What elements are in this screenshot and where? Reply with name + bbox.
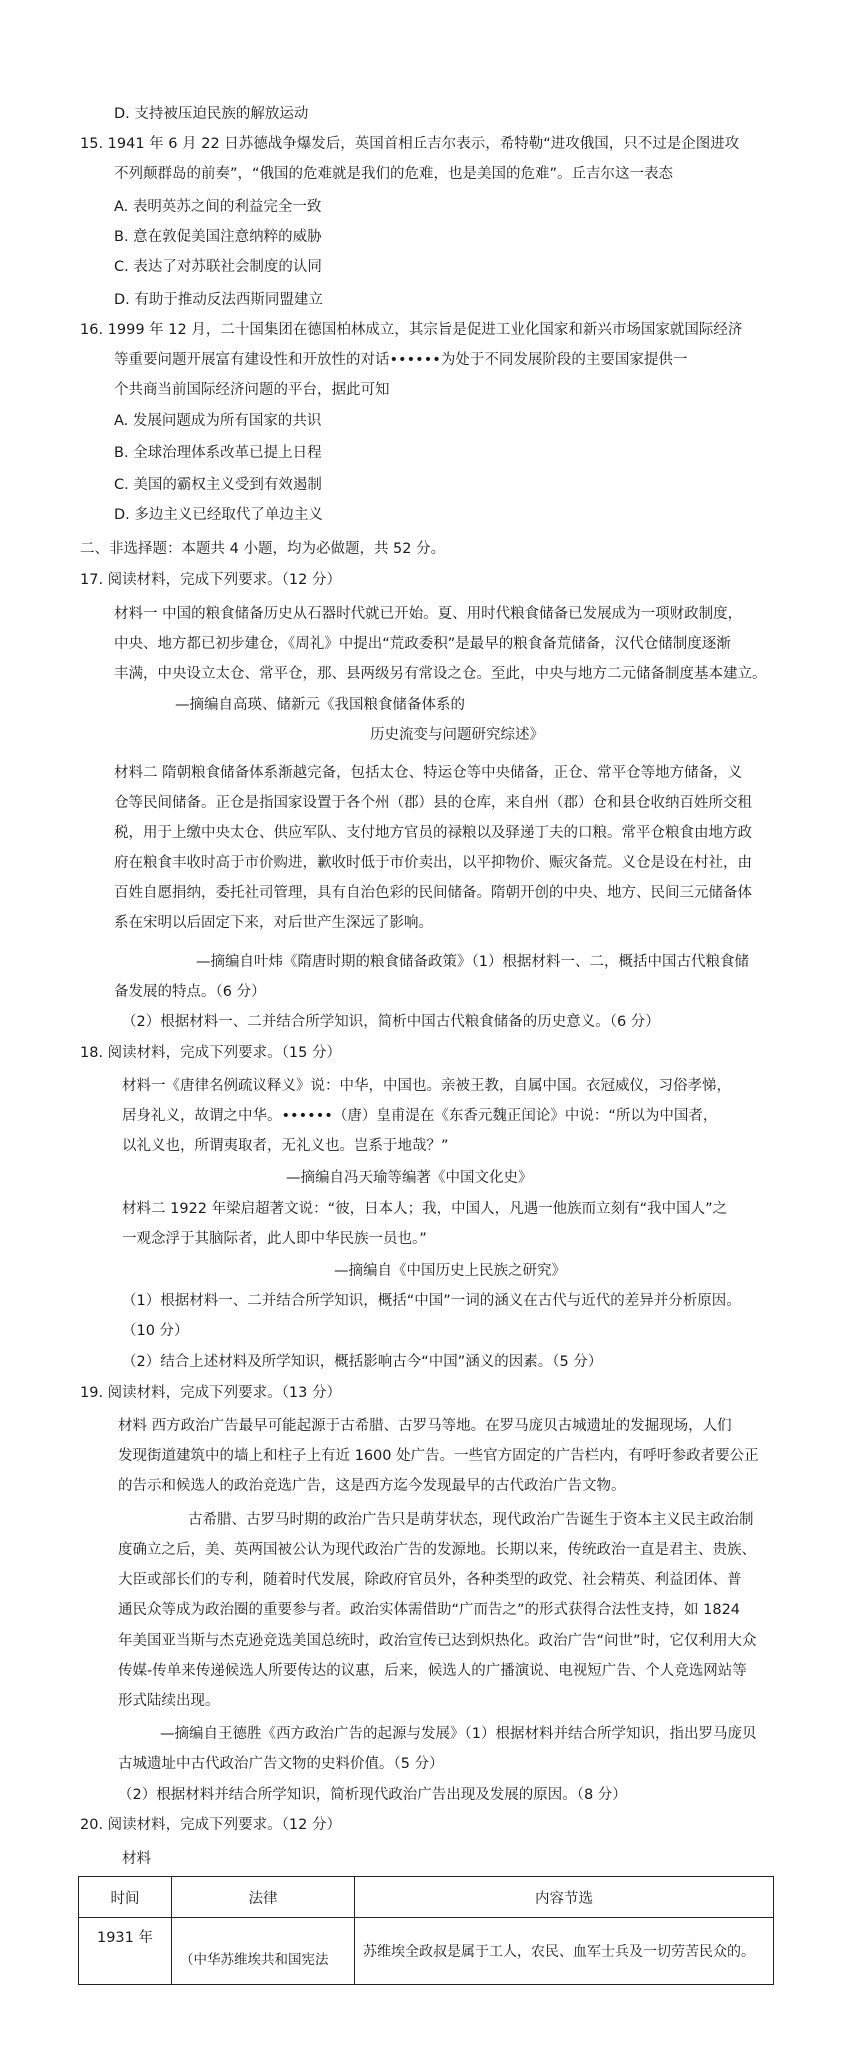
ln-52: —摘编自王德胜《西方政治广告的起源与发展》（1）根据材料并结合所学知识，指出罗马庞贝 xyxy=(160,1726,757,1742)
ln-24: 府在粮食丰收时高于市价购进，歉收时低于市价卖出，以平抑物价、赈灾备荒。义仓是设在村社，由 xyxy=(114,855,752,871)
table-header-row xyxy=(79,1877,774,1918)
ln-29: （2）根据材料一、二并结合所学知识，简析中国古代粮食储备的历史意义。（6 分） xyxy=(122,1014,660,1030)
ln-44: 的告示和候选人的政治竞选广告，这是西方迄今发现最早的古代政治广告文物。 xyxy=(118,1478,626,1494)
ln-16: 材料一 中国的粮食储备历史从石器时代就已开始。夏、用时代粮食储备已发展成为一项财政制度， xyxy=(114,606,743,622)
ln-32: 居身礼义，故谓之中华。••••••（唐）皇甫湜在《东香元魏正闰论》中说：“所以为中国者， xyxy=(122,1108,718,1124)
ln-3: A. 表明英苏之间的利益完全一致 xyxy=(114,199,322,215)
table-header-cell: 法律 xyxy=(172,1877,355,1918)
ln-19: —摘编自高瑛、储新元《我国粮食储备体系的 xyxy=(175,697,465,713)
ln-4: B. 意在敦促美国注意纳粹的威胁 xyxy=(114,229,322,245)
ln-31: 材料一《唐律名例疏议释义》说：中华，中国也。亲被王教，自属中国。衣冠威仪，习俗孝悌， xyxy=(122,1078,731,1094)
ln-17: 中央、地方都已初步建仓，《周礼》中提出“荒政委积”是最早的粮食备荒储备，汉代仓储制度逐渐 xyxy=(114,636,731,652)
table-row xyxy=(79,1918,774,1985)
ln-53: 古城遗址中古代政治广告文物的史料价值。（5 分） xyxy=(118,1756,444,1772)
ln-49: 年美国亚当斯与杰克逊竞选美国总统时，政治宣传已达到炽热化。政治广告“问世”时，它仅利用大众 xyxy=(118,1633,757,1649)
table-cell: 苏维埃全政叔是属于工人，农民、血军士兵及一切劳苦民众的。 xyxy=(355,1918,774,1985)
ln-11: B. 全球治理体系改革已提上日程 xyxy=(114,445,322,461)
ln-35: 材料二 1922 年梁启超著文说：“彼，日本人；我，中国人，凡遇一他族而立刻有“我中国人”之 xyxy=(122,1201,728,1217)
ln-14: 二、非选择题：本题共 4 小题，均为必做题，共 52 分。 xyxy=(80,541,446,557)
ln-36: 一观念浮于其脑际者，此人即中华民族一员也。” xyxy=(122,1231,427,1247)
table-header-cell: 内容节选 xyxy=(355,1877,774,1918)
ln-38: （1）根据材料一、二并结合所学知识，概括“中国”一词的涵义在古代与近代的差异并分析原因。 xyxy=(122,1293,741,1309)
ln-34: —摘编自冯天瑜等编著《中国文化史》 xyxy=(286,1170,533,1186)
ln-47: 大臣或部长们的专利，随着时代发展，除政府官员外，各种类型的政党、社会精英、利益团体、普 xyxy=(118,1572,742,1588)
ln-56: 材料 xyxy=(122,1851,151,1867)
ln-13: D. 多边主义已经取代了单边主义 xyxy=(114,507,323,523)
ln-45: 古希腊、古罗马时期的政治广告只是萌芽状态，现代政治广告诞生于资本主义民主政治制 xyxy=(188,1512,754,1528)
ln-41: 19. 阅读材料，完成下列要求。（13 分） xyxy=(80,1385,341,1401)
ln-54: （2）根据材料并结合所学知识，简析现代政治广告出现及发展的原因。（8 分） xyxy=(118,1787,627,1803)
ln-27: —摘编自叶炜《隋唐时期的粮食储备政策》（1）根据材料一、二，概括中国古代粮食储 xyxy=(196,954,749,970)
ln-37: —摘编自《中国历史上民族之研究》 xyxy=(334,1263,566,1279)
ln-43: 发现街道建筑中的墙上和柱子上有近 1600 处广告。一些官方固定的广告栏内，有呼吁参政者要公正 xyxy=(118,1448,759,1464)
ln-20: 历史流变与问题研究综述》 xyxy=(370,727,544,743)
ln-25: 百姓自愿捐纳，委托社司管理，具有自治色彩的民间储备。隋朝开创的中央、地方、民间三元储备体 xyxy=(114,885,752,901)
ln-10: A. 发展问题成为所有国家的共识 xyxy=(114,413,322,429)
ln-21: 材料二 隋朝粮食储备体系渐越完备，包括太仓、特运仓等中央储备，正仓、常平仓等地方储备，义 xyxy=(114,765,743,781)
ln-15: 17. 阅读材料，完成下列要求。（12 分） xyxy=(80,572,341,588)
ln-6: D. 有助于推动反法西斯同盟建立 xyxy=(114,292,323,308)
ln-5: C. 表达了对苏联社会制度的认同 xyxy=(114,259,322,275)
ln-12: C. 美国的霸权主义受到有效遏制 xyxy=(114,477,322,493)
ln-23: 税，用于上缴中央太仓、供应军队、支付地方官员的禄粮以及驿递丁夫的口粮。常平仓粮食由地方政 xyxy=(114,825,752,841)
ln-9: 个共商当前国际经济问题的平台，据此可知 xyxy=(114,382,390,398)
ln-50: 传媒-传单来传递候选人所要传达的议惠，后来，候选人的广播演说、电视短广告、个人竞选网站等 xyxy=(118,1663,747,1679)
ln-26: 系在宋明以后固定下来，对后世产生深远了影响。 xyxy=(114,915,433,931)
ln-7: 16. 1999 年 12 月，二十国集团在德国柏林成立，其宗旨是促进工业化国家和新兴市场国家就国际经济 xyxy=(80,322,743,338)
ln-2: 不列颠群岛的前奏”，“俄国的危难就是我们的危难，也是美国的危难”。丘吉尔这一表态 xyxy=(114,166,674,182)
ln-46: 度确立之后，美、英两国被公认为现代政治广告的发源地。长期以来，传统政治一直是君主、贵族、 xyxy=(118,1542,756,1558)
ln-28: 备发展的特点。（6 分） xyxy=(114,984,266,1000)
law-table xyxy=(78,1876,774,1985)
ln-1: 15. 1941 年 6 月 22 日苏德战争爆发后，英国首相丘吉尔表示，希特勒“进攻俄国，只不过是企图进攻 xyxy=(80,136,740,152)
ln-33: 以礼义也，所谓夷取者，无礼义也。岂系于地哉？” xyxy=(122,1138,449,1154)
ln-39: （10 分） xyxy=(122,1323,189,1339)
ln-40: （2）结合上述材料及所学知识，概括影响古今“中国”涵义的因素。（5 分） xyxy=(122,1354,603,1370)
ln-51: 形式陆续出现。 xyxy=(118,1693,220,1709)
ln-22: 仓等民间储备。正仓是指国家设置于各个州（郡）县的仓库，来自州（郡）仓和县仓收纳百姓所交租 xyxy=(114,795,752,811)
table-header-cell: 时间 xyxy=(79,1877,172,1918)
ln-8: 等重要问题开展富有建设性和开放性的对话••••••为处于不同发展阶段的主要国家提供一 xyxy=(114,352,688,368)
ln-55: 20. 阅读材料，完成下列要求。（12 分） xyxy=(80,1817,341,1833)
table-cell: （中华苏维埃共和国宪法 xyxy=(172,1918,355,1985)
ln-42: 材料 西方政治广告最早可能起源于古希腊、古罗马等地。在罗马庞贝古城遗址的发掘现场，人们 xyxy=(118,1418,732,1434)
ln-30: 18. 阅读材料，完成下列要求。（15 分） xyxy=(80,1045,341,1061)
ln-18: 丰满，中央设立太仓、常平仓，那、县两级另有常设之仓。至此，中央与地方二元储备制度基本建立。 xyxy=(114,666,767,682)
ln-0: D. 支持被压迫民族的解放运动 xyxy=(114,106,309,122)
table-cell: 1931 年 xyxy=(79,1918,172,1985)
ln-48: 通民众等成为政治圈的重要参与者。政治实体需借助“广而告之”的形式获得合法性支持，如 1824 xyxy=(118,1602,741,1618)
